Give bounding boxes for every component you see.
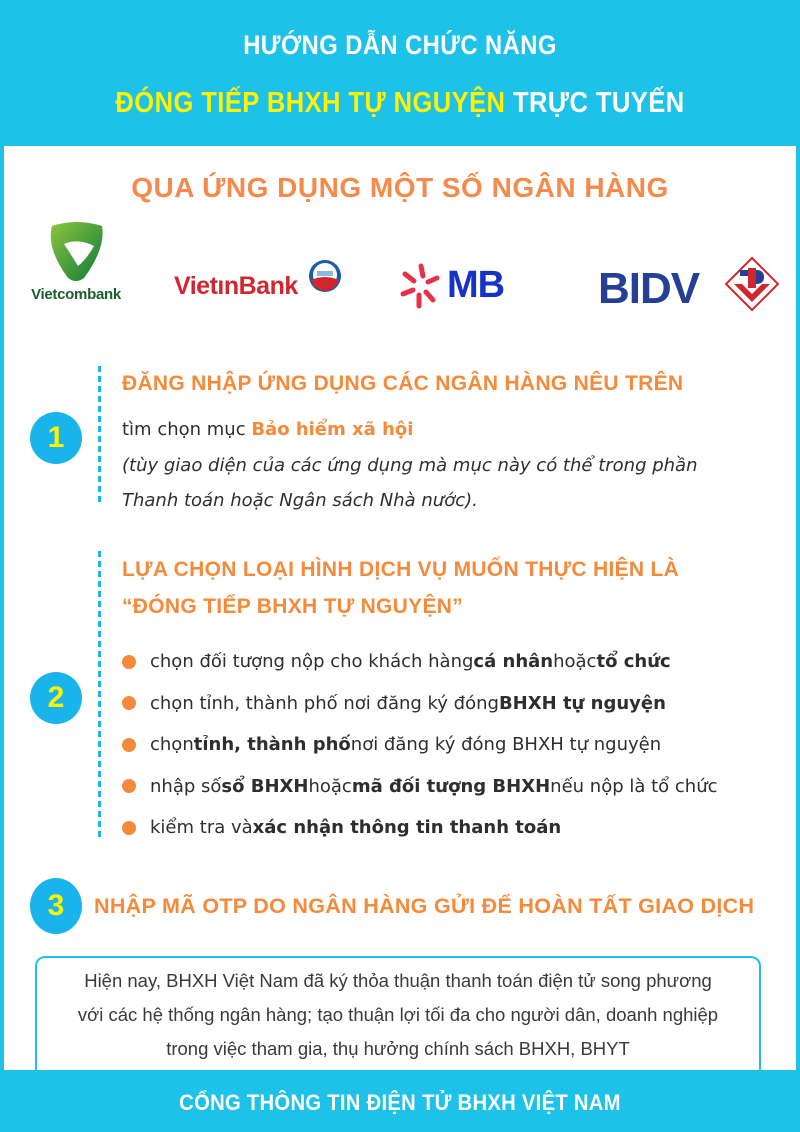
step2-title-line1: LỰA CHỌN LOẠI HÌNH DỊCH VỤ MUỐN THỰC HIỆN LÀ [122, 558, 680, 581]
step1-note-line2: Thanh toán hoặc Ngân sách Nhà nước). [122, 490, 478, 511]
header-highlight: ĐÓNG TIẾP BHXH TỰ NGUYỆN [115, 87, 506, 119]
vietcombank-name: Vietcombank [31, 286, 121, 303]
header-banner [0, 0, 800, 146]
bullet-item: chọn đối tượng nộp cho khách hàng cá nhân hoặc tổ chức [122, 641, 792, 683]
info-note-box [35, 956, 761, 1086]
step2-divider [98, 551, 101, 841]
mb-star-icon [399, 262, 443, 310]
bullet-dot-icon [122, 655, 136, 669]
step2-title-line2: “ĐÓNG TIẾP BHXH TỰ NGUYỆN” [122, 595, 464, 618]
step1-instruction: tìm chọn mục Bảo hiểm xã hội [122, 419, 414, 440]
step3-number: 3 [30, 878, 82, 934]
step1-number: 1 [30, 412, 82, 464]
step1-title: ĐĂNG NHẬP ỨNG DỤNG CÁC NGÂN HÀNG NÊU TRÊN [122, 372, 684, 395]
vietinbank-globe-icon [307, 258, 343, 294]
vietinbank-logo [172, 258, 352, 308]
bidv-logo [598, 256, 788, 316]
mb-logo [399, 262, 539, 312]
bullet-item: nhập số sổ BHXH hoặc mã đối tượng BHXH nếu nộp là tổ chức [122, 766, 792, 808]
subtitle: QUA ỨNG DỤNG MỘT SỐ NGÂN HÀNG [131, 172, 669, 203]
step2-bullet-list [122, 641, 792, 849]
bullet-item: kiểm tra và xác nhận thông tin thanh toán [122, 807, 792, 849]
bidv-diamond-icon [724, 256, 780, 312]
bidv-name: BIDV [598, 264, 700, 313]
bullet-dot-icon [122, 779, 136, 793]
vietcombank-logo-icon [44, 220, 108, 284]
step1-highlight: Bảo hiểm xã hội [251, 419, 414, 440]
step2-number: 2 [30, 672, 82, 724]
content-panel [4, 146, 796, 1070]
info-note-text: Hiện nay, BHXH Việt Nam đã ký thỏa thuận thanh toán điện tử song phương với các hệ thống ngân hàng; tạo thuận lợi tối đa cho người dân, doanh nghiệp trong việc tham gia, thụ hưởng chính sách BHXH, BHYT [77, 970, 719, 1059]
step1-divider [98, 366, 101, 506]
bank-logos [4, 216, 796, 316]
vietcombank-logo [26, 220, 126, 310]
bullet-dot-icon [122, 821, 136, 835]
bullet-item: chọn tỉnh, thành phố nơi đăng ký đóng BHXH tự nguyện [122, 683, 792, 725]
header-title-rest: TRỰC TUYẾN [505, 87, 685, 119]
footer-banner [0, 1070, 800, 1132]
header-title-line2 [48, 87, 752, 120]
header-title-line1: HƯỚNG DẪN CHỨC NĂNG [243, 30, 557, 60]
step3-title: NHẬP MÃ OTP DO NGÂN HÀNG GỬI ĐỂ HOÀN TẤT GIAO DỊCH [94, 894, 755, 918]
bullet-item: chọn tỉnh, thành phố nơi đăng ký đóng BHXH tự nguyện [122, 724, 792, 766]
bullet-dot-icon [122, 696, 136, 710]
mb-name: MB [447, 264, 505, 306]
vietinbank-name: VietınBank [174, 272, 298, 300]
bullet-dot-icon [122, 738, 136, 752]
step1-note-line1: (tùy giao diện của các ứng dụng mà mục này có thể trong phần [122, 455, 698, 476]
footer-text: CỔNG THÔNG TIN ĐIỆN TỬ BHXH VIỆT NAM [179, 1090, 621, 1115]
